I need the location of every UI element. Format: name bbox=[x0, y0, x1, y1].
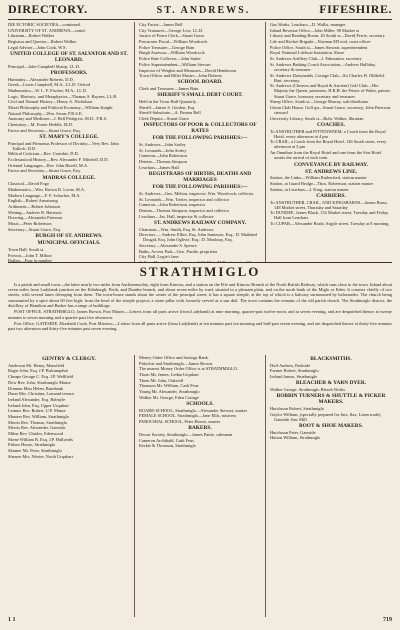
section-heading: INSPECTORS OF POOR & COLLECTORS OF RATES bbox=[143, 122, 257, 135]
section-heading: FOR THE FOLLOWING PARISHES:— bbox=[152, 184, 248, 191]
intro-paragraph: Post Office, GATESIDE, Elizabeth Cook, Post Mistress.—Letters from all parts arrive (from Ladybank) at ten minutes past ten morning and half-past seven evening, and are despatched thence at thirty-five minutes past two afternoon and thirty-five minutes past seven evening. bbox=[8, 321, 392, 332]
directory-entry: Ecclesiastical History—Rev. Alexander F. Mitchell, D.D. bbox=[8, 157, 109, 163]
directory-entry: Oriental Languages—Rev. John Birrell, M.A. bbox=[8, 162, 89, 168]
directory-entry: Chairman—Wm. Smith, Esq. St. Andrews bbox=[139, 226, 214, 232]
directory-entry: Music—Peter Robertson bbox=[8, 221, 52, 227]
directory-entry: Royal National Lifeboat Institution, Shore bbox=[270, 50, 345, 56]
directory-entry: Thom Mr. James, Ledna Urquhart bbox=[139, 372, 199, 378]
directory-entry: Ireland James, Strathmiglo bbox=[270, 374, 318, 380]
section-heading: BOOT & SHOE MAKERS. bbox=[298, 422, 363, 429]
directory-entry: Inland Revenue Office—John Miller, 98 Market st bbox=[270, 27, 359, 33]
directory-entry: Clerk Depute—Stuart Grace bbox=[139, 116, 189, 121]
directory-entry: Morris Rev. Alexander, Gateside bbox=[8, 425, 66, 431]
directory-entry: Modern Language—F. F. Schacher, M.A. bbox=[8, 192, 81, 198]
section-heading: ST. ANDREWS LINE. bbox=[304, 168, 358, 175]
footer-signature: 1 1 bbox=[8, 617, 16, 623]
directory-entry: To CUPAR—Alexander Braid, Argyle street, Tuesday at 8 morning bbox=[270, 221, 389, 227]
directory-entry: Registrar and Questor—Robert Walker bbox=[8, 39, 77, 45]
directory-entry: Drinnan Miss Helen, Burnbank bbox=[8, 385, 64, 391]
directory-entry: Clerk and Treasurer—James Bain bbox=[139, 86, 199, 92]
directory-entry: Mathematics—Wm. Brown D. Lorne, M.A. bbox=[8, 186, 86, 192]
section-heading: CARRIERS. bbox=[316, 192, 346, 199]
directory-entry: City Hall, Logie's lane bbox=[139, 254, 179, 260]
directory-entry: Burgh Assessor—William Woodcock bbox=[139, 50, 205, 56]
directory-entry: Legal Adviser—John Cook, W.S. bbox=[8, 44, 67, 50]
lower-columns bbox=[8, 355, 392, 617]
directory-entry: Factor and Secretary—Stuart Grace, Esq. bbox=[8, 168, 81, 174]
section-heading: SCHOOL BOARD. bbox=[177, 79, 223, 86]
intro-paragraph: POST OFFICE, STRATHMIGLO, James Brown, Post Master.—Letters from all parts arrive (from Ladybank) at nine morning, quarter-past twelve noon, and at seven evening, and are despatched thence at twenty minutes to seven morning and a quarter-past five afternoon. bbox=[8, 309, 392, 320]
intro-paragraph: Is a parish and small town—the latter nearly two miles from Auchtermuchty, eight from Kinross, and a station on the Fife and Kinross Branch of the North British Railway, which runs close to the town. Inland about seven miles from Ladybank junction on the Edinburgh, Perth, and Dundee branch, and about seven miles by road, situated in a pleasant plain, and on the north bank of the Miglo or Eden. It consists chiefly of two streets, with several lanes diverging from them. The town-house stands about the centre of the principal street; it has a square steeple, at the top of which is a balcony surmounted by balustrades. The church being surmounted by a spire about 60 feet high; from the head of the steeple projects a stone pillar with formerly served as a sun dial. The town contains the remains of the old parish church. The Strathmiglo district, the distillery of Hamilton and Barker has a range of buildings. bbox=[8, 282, 392, 308]
lower-column-3 bbox=[270, 355, 392, 617]
directory-entry: To ANSTRUTHER, CRAIL, AND KINGSBARNS—James Brass, 148 Market street, Thursday and Saturday bbox=[270, 199, 388, 210]
directory-entry: Librarian—Robert Walker bbox=[8, 33, 55, 39]
directory-entry: Thomson Mr. William, Cash Feus bbox=[139, 383, 199, 389]
directory-entry: Skinner Mr. Peter, Strathmiglo bbox=[8, 448, 62, 454]
directory-entry: Walker Mr. George, Eden Cottage bbox=[139, 394, 199, 400]
directory-entry: To ANSTRUTHER and PITTENWEEM, a Coach from the Royal Hotel, every afternoon at 4 pm bbox=[270, 128, 386, 139]
directory-entry: Hutchison Robert, Strathmiglo bbox=[270, 405, 325, 411]
lower-column-2 bbox=[139, 355, 261, 617]
directory-entry: Library and Reading Room, 20 South st—David Ferrie, secretary bbox=[270, 33, 385, 39]
directory-entry: Station, at Guard Bridge—Thos. Robertson, station master bbox=[270, 181, 374, 186]
section-heading: BAKERS. bbox=[188, 425, 212, 432]
directory-entry: University Library, South st—Robt. Walker, librarian bbox=[270, 115, 364, 121]
header-left: DIRECTORY. bbox=[8, 2, 88, 16]
directory-entry: Anatomy and Medicine—J. Bell Pettigrew, M.D., F.R.S. bbox=[8, 116, 108, 122]
directory-entry: English—Robert Armstrong bbox=[8, 198, 58, 204]
directory-entry: Principal and Primarius Professor of Divinity—Very Rev. John Tulloch, D.D. bbox=[8, 140, 119, 151]
directory-entry: Directors — Andrew Elliot, Esq. John Jamieson, Esq.; D. Maitland Dougal, Esq. John Oglivie, Esq.; D. Moubray, Esq. bbox=[139, 232, 257, 243]
directory-entry: Factor and Secretary—Stuart Grace, Esq. bbox=[8, 127, 81, 133]
directory-entry: Ireland Alexander, Esq. Balmyle bbox=[8, 396, 66, 402]
directory-entry: Town Officer and Billet Master—John Doherty bbox=[139, 73, 223, 79]
directory-entry: Drawing—Alexander Paterson bbox=[8, 215, 63, 221]
column-divider bbox=[134, 22, 135, 262]
directory-entry: Farmer Robert, Strathmiglo bbox=[270, 368, 319, 374]
column-divider bbox=[265, 22, 266, 262]
directory-entry: Hutchison Peter, Gateside bbox=[270, 429, 316, 435]
directory-entry: Pitlochie and Strathmiglo—James Brown. bbox=[139, 360, 214, 366]
directory-entry: An Omnibus from the Royal Hotel and one from the Star Hotel awaits the arrival of each train bbox=[270, 150, 382, 161]
directory-entry: Skene William B. Esq. J.P. Hallyards bbox=[8, 436, 73, 442]
directory-entry: Walker George, Strathmiglo Bleach Works bbox=[270, 387, 346, 393]
directory-entry: Denino—Thomas Simpson bbox=[139, 159, 187, 165]
directory-entry: Ireland John, Esq. Upper Urquhart bbox=[8, 402, 69, 408]
directory-entry: Cameron—John Robertson, inspector bbox=[139, 202, 206, 208]
section-heading: REGISTRARS OF BIRTHS, DEATHS AND MARRIAGES bbox=[148, 171, 252, 184]
section-rule bbox=[8, 262, 392, 263]
page-header bbox=[8, 2, 392, 18]
directory-entry: Civil and Natural History—Henry A. Nicholson bbox=[8, 99, 93, 105]
directory-entry: Writing—Andrew R. Harrison bbox=[8, 209, 62, 215]
directory-entry: PAROCHIAL SCHOOL, Peter Howie, master bbox=[139, 419, 221, 425]
directory-entry: Dewar Society, Strathmiglo—James Patrie, salesman bbox=[139, 431, 233, 437]
section-heading: MADRAS COLLEGE. bbox=[42, 174, 96, 181]
section-heading: PROFESSORS. bbox=[50, 69, 88, 76]
column-1 bbox=[8, 22, 130, 262]
header-rule bbox=[8, 19, 392, 20]
directory-entry: Town Hall, South st. bbox=[8, 246, 45, 252]
directory-entry: Lennox Rev. Robert, U.P. Manse bbox=[8, 408, 66, 414]
directory-entry: Cheape George C. Esq. J.P. Wellfield bbox=[8, 374, 74, 380]
page-footer bbox=[8, 617, 392, 623]
lower-column-1 bbox=[8, 355, 130, 617]
directory-entry: St. Andrews Bathing Coach Association—Andrew Halliday, secretary & treasurer bbox=[270, 61, 376, 72]
directory-entry: Gas Works, Leuchars—D. Wallis, manager bbox=[270, 22, 346, 27]
header-right: FIFESHIRE. bbox=[319, 2, 392, 16]
directory-entry: Mathematics—W. L. F. Fischer, M.A., LL.D. bbox=[8, 87, 88, 93]
section-intro bbox=[8, 282, 392, 333]
section-heading: SCHOOLS. bbox=[186, 401, 214, 408]
directory-entry: Classical—David Fogo bbox=[8, 181, 50, 187]
directory-entry: Cameron Archibald, Cash Feus bbox=[139, 437, 194, 443]
directory-entry: Sheep Office, South st—George Murray, sub-distributor bbox=[270, 99, 369, 105]
directory-entry: Moral Philosophy and Political Economy—William Knight bbox=[8, 104, 113, 110]
directory-entry: Masters Rev. William, Strathmiglo bbox=[8, 413, 70, 419]
directory-entry: Station, the Links—William Rutherford, station master bbox=[270, 175, 367, 181]
section-heading: MUNICIPAL OFFICIALS. bbox=[37, 240, 101, 247]
section-heading: UNITED COLLEGE OF ST. SALVATOR AND ST. LEONARD. bbox=[10, 51, 128, 64]
directory-entry: Natural Philosophy—Wm. Swan, F.R.S.E. bbox=[8, 110, 83, 116]
directory-entry: St. Andrews—John Sorley bbox=[139, 142, 186, 148]
directory-entry: DIE ECTORIC SOCIETIES—continued. bbox=[8, 22, 81, 27]
directory-entry: Biblical Criticism—Rev. Crombie, D.D. bbox=[8, 151, 79, 157]
directory-entry: Secretary—Alexander S. Spence bbox=[139, 242, 197, 248]
section-heading: BURGH OF ST. ANDREWS. bbox=[35, 233, 103, 240]
column-3 bbox=[270, 22, 392, 262]
page-number: 719 bbox=[383, 617, 392, 623]
directory-entry: Bailies—Four in number bbox=[8, 258, 52, 262]
directory-entry: Leuchars—Jas. Hall, inspector & collector bbox=[139, 213, 214, 219]
section-heading: SHERIFF'S SMALL DEBT COURT. bbox=[157, 92, 243, 99]
directory-entry: City Treasurer—George Low, LL.D. bbox=[139, 27, 204, 33]
directory-entry: Sheriff—James S. Gordon, Esq. bbox=[139, 104, 196, 110]
header-center: ST. ANDREWS. bbox=[156, 5, 251, 16]
directory-entry: Police Superintendent—William Stewart bbox=[139, 61, 211, 67]
directory-entry: Chemistry—M. Foster Heddle, M.D. bbox=[8, 122, 74, 127]
directory-entry: City Factor—James Bell bbox=[139, 22, 183, 27]
directory-entry: To CRAIL, a Coach from the Royal Hotel, 146 South street, every afternoon at 3 pm bbox=[270, 139, 387, 150]
column-2 bbox=[139, 22, 261, 262]
directory-entry: Logic, Rhetoric, and Metaphysics—Thomas S. Baynes, LL.B. bbox=[8, 93, 118, 99]
directory-entry: Milne Rev. Charles, Edenwood bbox=[8, 431, 63, 437]
directory-entry: Police Office, South st—James Stewart, superintendent bbox=[270, 44, 368, 50]
directory-entry: Pitlour House, Strathmiglo bbox=[8, 442, 56, 448]
directory-entry: Station, at Leuchars—J. King, station master bbox=[270, 186, 349, 192]
directory-entry: Gaylor William, (specially prepared for Jute, flax, Linen trade), Gateside Saw Mill bbox=[270, 411, 382, 422]
directory-entry: Thom Mr. John, Oakwell bbox=[139, 377, 184, 383]
section-heading: BOBBIN TURNERS & SHUTTLE & PICKER MAKERS. bbox=[276, 393, 386, 406]
column-divider bbox=[134, 355, 135, 617]
directory-entry: Duff Andrew, Parkside bbox=[270, 362, 311, 368]
section-heading: ST. MARY'S COLLEGE. bbox=[39, 133, 99, 140]
directory-entry: Young Mr. Alexander, Strathmiglo bbox=[139, 389, 200, 395]
column-divider bbox=[265, 355, 266, 617]
section-heading: CONVEYANCE BY RAILWAY. bbox=[293, 161, 369, 168]
section-heading: GENTRY & CLERGY. bbox=[42, 356, 96, 363]
directory-entry: Police Treasurer—George Bain bbox=[139, 44, 195, 50]
directory-entry: Union Club House, Golf gn—Stuart Grace, secretary; John Paterson, steward bbox=[270, 104, 392, 116]
directory-entry: Sheriff-Substitute—A. Beaton Bell bbox=[139, 110, 201, 116]
directory-entry: Greek—Lewis Campbell, M.A., LL.D. Oxford bbox=[8, 82, 91, 88]
directory-entry: Secretary—Stuart Grace, Esq. bbox=[8, 226, 61, 232]
directory-entry: Police Rate Collector—John Sutter bbox=[139, 56, 201, 62]
directory-entry: Morris Rev. Thomas, Strathmiglo bbox=[8, 419, 68, 425]
directory-entry: Leuchars—James Hall bbox=[139, 164, 179, 170]
directory-entry: Procurator Fiscal—William Woodcock bbox=[139, 39, 208, 45]
directory-entry: Held in the Town Hall Quarterly. bbox=[139, 98, 197, 104]
directory-entry: To DUNDEE, James Black, 132 Market street, Tuesday and Friday, Hall from Leuchars bbox=[270, 210, 389, 221]
directory-entry: Humanity—Alexander Roberts, D.D. bbox=[8, 76, 74, 82]
section-heading: BLEACHER & YARN DYER. bbox=[295, 380, 367, 387]
directory-entry: Principal—John Campbell Shairp, LL.D. bbox=[8, 63, 81, 69]
section-heading: COACHES. bbox=[316, 122, 345, 128]
directory-entry: FEMALE SCHOOL, Strathmiglo—Jane Ellis, mistress bbox=[139, 413, 237, 419]
directory-entry: Bogie John, Esq. J.P. Balcanquhal bbox=[8, 368, 68, 374]
directory-entry: St. Leonards—Wm. Tretter, inspector and collector bbox=[139, 196, 230, 202]
directory-entry: Denino—Thomas Simpson, inspector and collector bbox=[139, 207, 230, 213]
directory-entry: St. Andrews—Geo. Melton, inspector; Wm. Woodcock, collector bbox=[139, 190, 254, 196]
directory-entry: Provost—John T. Milton bbox=[8, 252, 52, 258]
section-heading: FOR THE FOLLOWING PARISHES:— bbox=[152, 135, 248, 142]
section-heading: ST. ANDREWS RAILWAY COMPANY. bbox=[153, 219, 247, 226]
directory-entry: The nearest Money Order Office is at STRATHMIGLO. bbox=[139, 366, 238, 372]
directory-entry: St. Andrews (Cheaves and Royal & Ancient) Golf Club—Her Majesty the Queen, patroness; H.R.H. the Prince of Wales, patron; Stuart Grace, honorary secretary and treasurer bbox=[270, 83, 391, 99]
directory-entry: St. Andrews Artillery Club—J. Edmonton, secretary bbox=[270, 56, 362, 62]
directory-entry: Hutton William, Strathmiglo bbox=[270, 435, 321, 441]
directory-entry: BOARD SCHOOL, Strathmiglo—Alexander Stewart, master bbox=[139, 407, 248, 413]
section-heading: BLACKSMITHS. bbox=[310, 356, 352, 363]
section-title: STRATHMIGLO bbox=[139, 264, 261, 279]
directory-entry: Kerkie & Thomson, Strathmiglo bbox=[139, 443, 196, 449]
directory-entry: Baths, Access Park—Geo. Purdie, proprietor bbox=[139, 248, 218, 254]
upper-columns bbox=[8, 22, 392, 262]
directory-entry: Arithmetic—Robert Johnston bbox=[8, 204, 61, 210]
directory-entry: Shearer Mrs. Wester, North Urquhart bbox=[8, 453, 73, 459]
directory-entry: Life and Rocket Brigade—Norman M'Leod, coast officer bbox=[270, 39, 371, 45]
directory-entry: St. Leonards—John Sorley bbox=[139, 147, 187, 153]
directory-entry: Dow Rev. John, Strathmiglo Manse bbox=[8, 379, 71, 385]
directory-entry: Anderson Mr. Henry, Mansfield bbox=[8, 362, 65, 368]
directory-entry: Dunn Mrs. Christina, Lomond terrace bbox=[8, 391, 75, 397]
directory-entry: St. Andrews Dairymaids, Cottage Club—Sir Charles H. Oldfield, Bart, secretary bbox=[270, 72, 385, 83]
directory-entry: Cameron—John Robertson bbox=[139, 153, 187, 159]
directory-entry: Justice of Peace Clerk—Stuart Grace bbox=[139, 33, 205, 39]
directory-entry: UNIVERSITY OF ST. ANDREWS—contd. bbox=[8, 27, 86, 33]
directory-entry: Money Order Office and Savings Bank. bbox=[139, 355, 209, 360]
directory-entry: Inspector of Weights and Measures—David Henderson bbox=[139, 67, 236, 73]
